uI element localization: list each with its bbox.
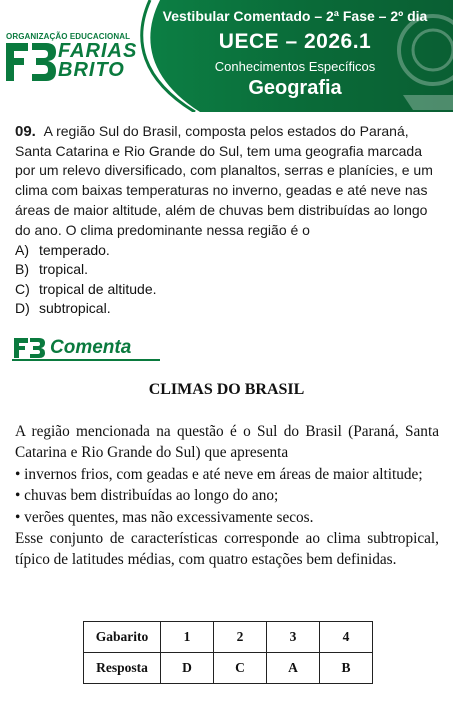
question-statement — [15, 122, 443, 240]
logo-word-farias: FARIAS — [58, 40, 138, 62]
table-cell-answer: D — [161, 653, 214, 684]
question-options — [15, 241, 435, 319]
option-text: subtropical. — [39, 300, 111, 317]
table-cell-answer: B — [320, 653, 373, 684]
option-letter: C) — [15, 280, 30, 297]
commentary-intro: A região mencionada na questão é o Sul do Brasil (Paraná, Santa Catarina e Rio Grande do Sul) que apresenta — [15, 423, 439, 462]
question-number: 09. — [15, 123, 36, 140]
commentary-bullet: • chuvas bem distribuídas ao longo do ano; — [15, 487, 279, 505]
option-text: temperado. — [39, 242, 110, 258]
comenta-label: Comenta — [50, 337, 132, 358]
table-header-gabarito: Gabarito — [84, 622, 161, 653]
header-subject: Geografia — [248, 77, 342, 99]
commentary-bullet: • verões quentes, mas não excessivamente secos. — [15, 508, 314, 526]
option-text: tropical. — [39, 261, 89, 278]
comenta-underline — [12, 359, 160, 361]
header-section: Conhecimentos Específicos — [214, 59, 376, 74]
table-cell-number: 1 — [161, 622, 214, 653]
option-text: tropical de altitude. — [39, 280, 157, 297]
table-cell-number: 4 — [320, 622, 373, 653]
table-row — [84, 653, 373, 684]
option-letter: A) — [15, 242, 29, 258]
commentary-title: CLIMAS DO BRASIL — [148, 381, 305, 398]
header-exam-name: UECE – 2026.1 — [218, 30, 372, 53]
question-text: A região Sul do Brasil, composta pelos estados do Paraná, Santa Catarina e Rio Grande do Sul, tem uma geografia marcada por um relevo diversificado, com planaltos, serras e planícies, e um clima com baixas temperaturas no inverno, geadas e até neve nas áreas de maior altitude, além de chuvas bem distribuídas ao longo do ano. O clima predominante nessa região é o — [15, 123, 433, 238]
logo-word-brito: BRITO — [58, 59, 125, 81]
table-cell-answer: A — [267, 653, 320, 684]
answer-key-table — [83, 621, 373, 684]
commentary-bullet: • invernos frios, com geadas e até neve em áreas de maior altitude; — [15, 465, 423, 483]
option-c — [15, 280, 435, 299]
option-b — [15, 260, 435, 279]
table-cell-number: 3 — [267, 622, 320, 653]
page-header — [0, 0, 453, 112]
commentary-conclusion: Esse conjunto de características corresponde ao clima subtropical, típico de latitudes médias, com quatro estações bem definidas. — [15, 530, 439, 569]
option-a — [15, 241, 435, 260]
logo-fb-icon — [6, 43, 56, 81]
option-letter: B) — [15, 261, 29, 278]
table-row — [84, 622, 373, 653]
option-letter: D) — [15, 300, 30, 317]
option-d — [15, 299, 435, 318]
table-header-resposta: Resposta — [84, 653, 161, 684]
table-cell-answer: C — [214, 653, 267, 684]
table-cell-number: 2 — [214, 622, 267, 653]
header-exam-title: Vestibular Comentado – 2ª Fase – 2º dia — [162, 8, 428, 24]
commentary-body — [15, 421, 439, 571]
logo-organization-label: ORGANIZAÇÃO EDUCACIONAL — [6, 32, 131, 41]
